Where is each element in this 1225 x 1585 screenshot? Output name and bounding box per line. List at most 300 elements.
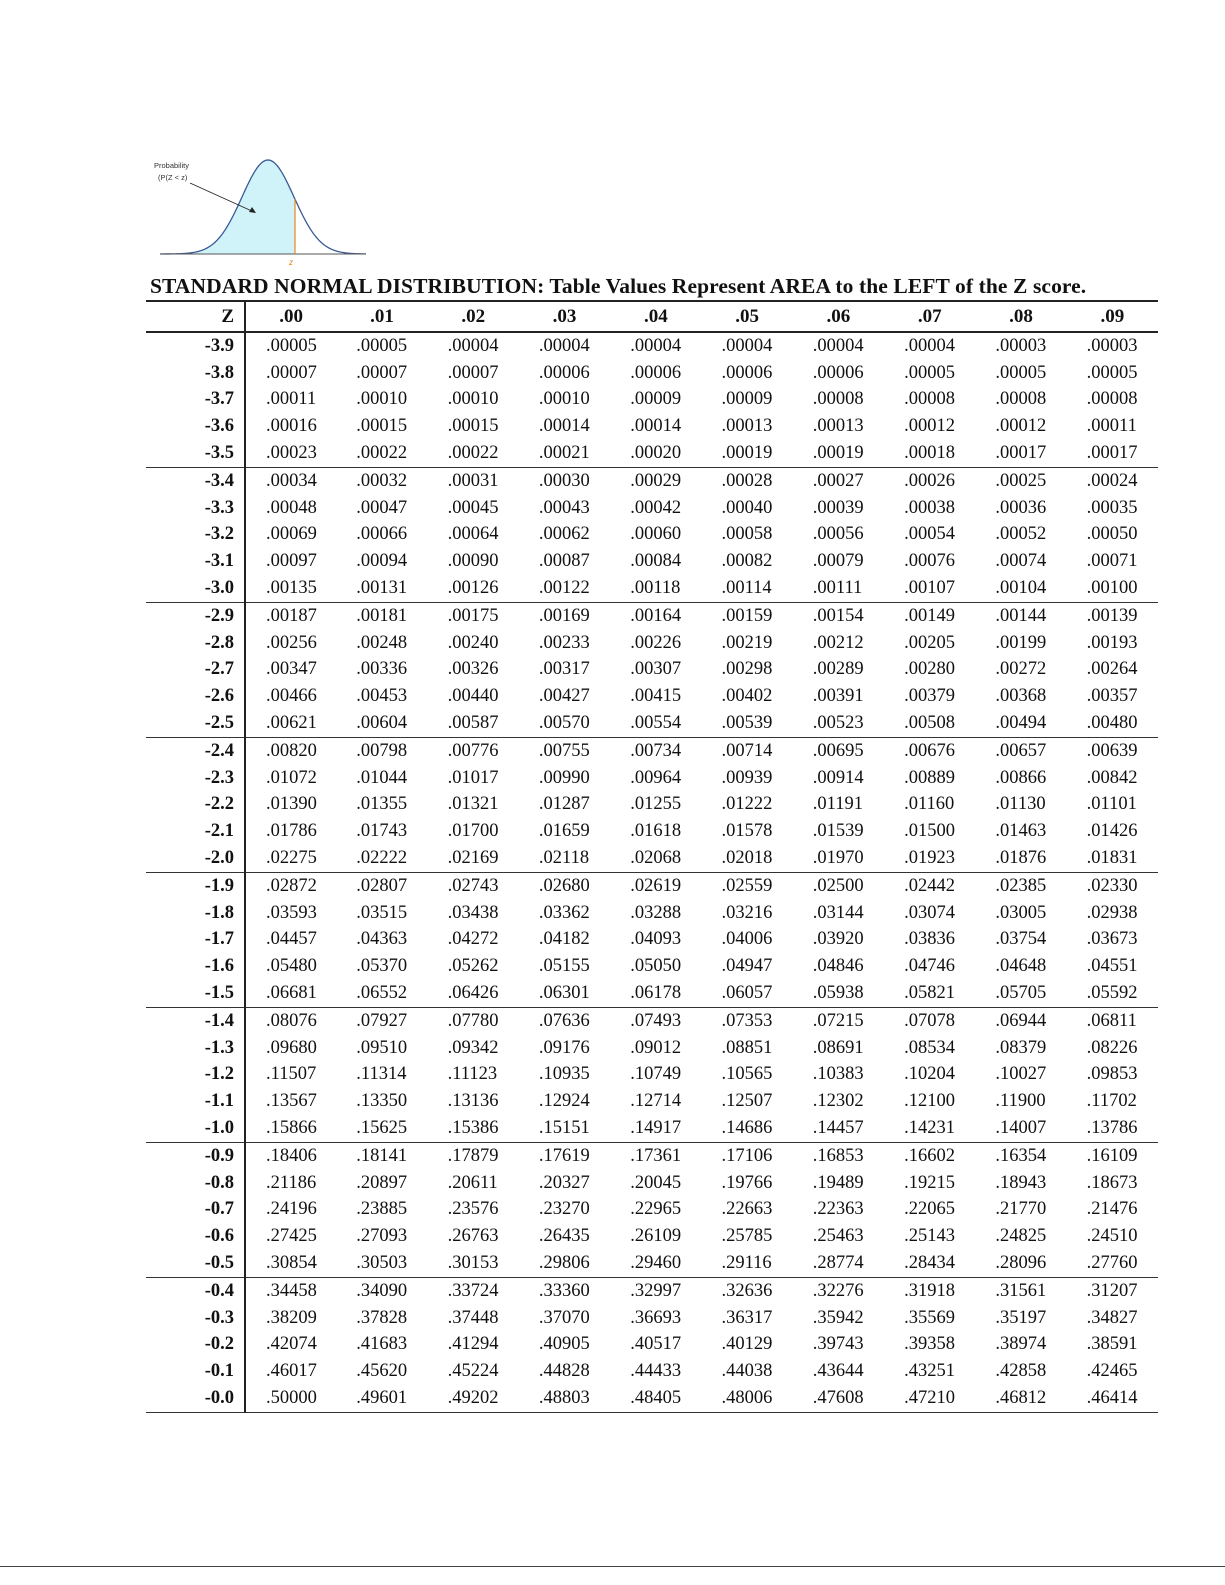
probability-cell: .30153 [428,1250,519,1277]
probability-cell: .00357 [1086,686,1138,707]
probability-cell: .00657 [995,740,1047,761]
probability-cell: .01426 [1086,821,1138,842]
probability-cell: .05938 [793,980,884,1007]
probability-cell: .41683 [356,1334,408,1355]
probability-cell: .00017 [1067,440,1158,467]
probability-cell: .02938 [1086,902,1138,923]
probability-cell: .01017 [447,767,499,788]
probability-cell: .00587 [428,710,519,737]
table-row [146,1385,1158,1412]
probability-cell: .00008 [904,389,955,410]
probability-cell: .04551 [1086,956,1138,977]
table-header-row [146,301,1158,332]
probability-cell: .00139 [1086,605,1138,626]
probability-cell: .03216 [721,902,773,923]
table-row [146,710,1158,737]
probability-cell: .01130 [995,794,1046,815]
probability-cell: .00008 [812,389,864,410]
probability-cell: .00676 [904,740,955,761]
probability-cell: .01463 [995,821,1047,842]
probability-cell: .00523 [793,710,884,737]
probability-cell: .24510 [1086,1226,1138,1247]
probability-cell: .00368 [995,686,1047,707]
probability-cell: .03288 [630,902,682,923]
z-value-cell: -0.1 [146,1358,245,1385]
probability-cell: .00570 [519,710,610,737]
probability-cell: .00011 [1086,416,1137,437]
probability-cell: .12302 [812,1091,864,1112]
probability-cell: .18141 [356,1145,408,1166]
probability-cell: .01287 [538,794,590,815]
probability-cell: .00379 [904,686,955,707]
probability-cell: .28096 [975,1250,1066,1277]
probability-cell: .28434 [884,1250,975,1277]
probability-cell: .00058 [721,524,773,545]
probability-cell: .14231 [884,1115,975,1142]
probability-cell: .00024 [1086,470,1138,491]
probability-cell: .00009 [630,389,682,410]
probability-cell: .00336 [356,659,408,680]
probability-cell: .02118 [519,845,610,872]
probability-cell: .49601 [336,1385,427,1412]
probability-cell: .39743 [812,1334,864,1355]
probability-cell: .02619 [630,875,682,896]
table-body [146,332,1158,1412]
probability-cell: .00006 [721,362,773,383]
probability-cell: .00032 [356,470,408,491]
z-value-cell: -1.4 [146,1007,245,1034]
probability-cell: .19766 [721,1172,773,1193]
probability-cell: .45620 [356,1361,408,1382]
probability-cell: .42858 [995,1361,1047,1382]
probability-cell: .44038 [721,1361,773,1382]
probability-cell: .00199 [995,632,1047,653]
probability-cell: .09853 [1086,1064,1138,1085]
probability-cell: .32276 [812,1280,864,1301]
probability-cell: .11900 [995,1091,1046,1112]
probability-cell: .00755 [538,740,590,761]
probability-cell: .00047 [356,497,408,518]
table-row [146,792,1158,819]
probability-cell: .00090 [447,551,499,572]
probability-cell: .23885 [356,1199,408,1220]
probability-cell: .01618 [630,821,682,842]
probability-cell: .00554 [610,710,701,737]
z-column-header: Z [146,301,245,332]
z-value-cell: -1.3 [146,1035,245,1062]
probability-cell: .17879 [447,1145,499,1166]
probability-cell: .24196 [266,1199,317,1220]
probability-cell: .18406 [266,1145,317,1166]
probability-cell: .43251 [904,1361,955,1382]
probability-cell: .13786 [1067,1115,1158,1142]
probability-cell: .42074 [266,1334,317,1355]
column-header: .08 [975,301,1066,332]
probability-cell: .00889 [904,767,955,788]
probability-cell: .00082 [721,551,773,572]
probability-cell: .02018 [701,845,792,872]
probability-cell: .00005 [1086,362,1138,383]
probability-cell: .37828 [356,1307,408,1328]
probability-cell: .00003 [1086,335,1138,356]
probability-cell: .00240 [447,632,499,653]
probability-cell: .00030 [538,470,590,491]
probability-cell: .25463 [812,1226,864,1247]
probability-cell: .22965 [630,1199,682,1220]
probability-cell: .00639 [1086,740,1138,761]
probability-cell: .08534 [904,1037,955,1058]
probability-cell: .28774 [793,1250,884,1277]
probability-cell: .00248 [356,632,408,653]
probability-cell: .00004 [904,335,955,356]
probability-cell: .05155 [538,956,590,977]
probability-cell: .00022 [336,440,427,467]
z-value-cell: -0.5 [146,1250,245,1277]
probability-cell: .16354 [995,1145,1047,1166]
probability-cell: .10383 [812,1064,864,1085]
table-row [146,1062,1158,1089]
probability-cell: .02385 [995,875,1047,896]
probability-cell: .21476 [1086,1199,1138,1220]
table-row [146,683,1158,710]
probability-cell: .00018 [884,440,975,467]
probability-cell: .08691 [812,1037,864,1058]
probability-cell: .00539 [701,710,792,737]
probability-cell: .04272 [447,929,499,950]
probability-cell: .00038 [904,497,955,518]
probability-cell: .00015 [447,416,499,437]
probability-cell: .02068 [610,845,701,872]
z-value-cell: -0.9 [146,1142,245,1169]
probability-cell: .00205 [904,632,955,653]
table-row [146,737,1158,764]
probability-cell: .01876 [975,845,1066,872]
probability-cell: .00008 [1086,389,1138,410]
probability-cell: .40517 [630,1334,682,1355]
probability-cell: .02807 [356,875,408,896]
probability-cell: .00017 [975,440,1066,467]
probability-cell: .00440 [447,686,499,707]
probability-cell: .14917 [610,1115,701,1142]
probability-cell: .00233 [538,632,590,653]
table-row [146,602,1158,629]
probability-cell: .48405 [610,1385,701,1412]
z-value-cell: -2.0 [146,845,245,872]
probability-cell: .23576 [447,1199,499,1220]
probability-cell: .03074 [904,902,955,923]
probability-cell: .19489 [812,1172,864,1193]
probability-cell: .00013 [721,416,773,437]
probability-cell: .05480 [266,956,317,977]
probability-cell: .06057 [701,980,792,1007]
probability-cell: .00050 [1086,524,1138,545]
probability-cell: .09012 [630,1037,682,1058]
table-row [146,1331,1158,1358]
probability-cell: .00466 [266,686,317,707]
probability-cell: .22363 [812,1199,864,1220]
probability-cell: .00104 [975,575,1066,602]
probability-cell: .27425 [266,1226,317,1247]
probability-cell: .02559 [721,875,773,896]
probability-cell: .06944 [995,1010,1047,1031]
probability-cell: .25785 [721,1226,773,1247]
table-row [146,495,1158,522]
probability-cell: .00069 [266,524,317,545]
z-value-cell: -1.2 [146,1062,245,1089]
probability-cell: .32997 [630,1280,682,1301]
probability-cell: .10749 [630,1064,682,1085]
probability-cell: .12714 [630,1091,682,1112]
probability-cell: .33360 [538,1280,590,1301]
probability-cell: .05592 [1067,980,1158,1007]
probability-cell: .11123 [447,1064,498,1085]
probability-cell: .15625 [336,1115,427,1142]
probability-cell: .04457 [266,929,317,950]
probability-cell: .00289 [812,659,864,680]
probability-cell: .00212 [812,632,864,653]
probability-cell: .01500 [904,821,955,842]
z-value-cell: -0.7 [146,1197,245,1224]
probability-cell: .00094 [356,551,408,572]
probability-cell: .36317 [721,1307,773,1328]
probability-cell: .00060 [630,524,682,545]
probability-cell: .42465 [1086,1361,1138,1382]
probability-cell: .12100 [904,1091,955,1112]
probability-cell: .02500 [812,875,864,896]
probability-cell: .35569 [904,1307,955,1328]
probability-cell: .00453 [356,686,408,707]
probability-cell: .00111 [793,575,884,602]
table-row [146,440,1158,467]
probability-cell: .13136 [447,1091,499,1112]
table-row [146,980,1158,1007]
probability-cell: .04363 [356,929,408,950]
probability-cell: .00008 [995,389,1047,410]
probability-cell: .00272 [995,659,1047,680]
probability-cell: .00508 [884,710,975,737]
probability-cell: .00256 [266,632,317,653]
probability-cell: .07927 [356,1010,408,1031]
z-score-table [146,300,1158,1413]
column-header: .01 [336,301,427,332]
table-row [146,1223,1158,1250]
probability-cell: .22065 [904,1199,955,1220]
probability-cell: .00181 [356,605,408,626]
probability-cell: .00005 [356,335,408,356]
probability-cell: .00005 [904,362,955,383]
probability-cell: .00029 [630,470,682,491]
probability-cell: .21186 [266,1172,317,1193]
probability-cell: .11314 [356,1064,407,1085]
z-value-cell: -1.0 [146,1115,245,1142]
probability-cell: .00079 [812,551,864,572]
probability-cell: .07353 [721,1010,773,1031]
probability-cell: .38591 [1086,1334,1138,1355]
probability-cell: .00084 [630,551,682,572]
table-row [146,1358,1158,1385]
probability-cell: .14457 [793,1115,884,1142]
probability-cell: .31918 [904,1280,955,1301]
probability-cell: .03438 [447,902,499,923]
column-header: .09 [1067,301,1158,332]
probability-cell: .01539 [812,821,864,842]
probability-cell: .00019 [793,440,884,467]
probability-cell: .00107 [884,575,975,602]
probability-cell: .03515 [356,902,408,923]
probability-cell: .00317 [538,659,590,680]
probability-cell: .00005 [266,335,317,356]
probability-cell: .01831 [1067,845,1158,872]
table-title: STANDARD NORMAL DISTRIBUTION: Table Values Represent AREA to the LEFT of the Z score. [150,274,1087,298]
probability-cell: .31207 [1086,1280,1138,1301]
z-value-cell: -3.2 [146,522,245,549]
probability-cell: .00011 [266,389,317,410]
probability-cell: .00164 [630,605,682,626]
probability-cell: .03754 [995,929,1047,950]
probability-cell: .06301 [519,980,610,1007]
z-value-cell: -1.9 [146,872,245,899]
probability-cell: .00010 [447,389,499,410]
probability-cell: .00045 [447,497,499,518]
probability-cell: .03005 [995,902,1047,923]
column-header: .05 [701,301,792,332]
probability-cell: .43644 [812,1361,864,1382]
probability-cell: .40905 [538,1334,590,1355]
table-row [146,360,1158,387]
probability-cell: .44828 [538,1361,590,1382]
probability-cell: .47210 [884,1385,975,1412]
table-row [146,953,1158,980]
probability-cell: .04093 [630,929,682,950]
probability-cell: .00264 [1086,659,1138,680]
probability-cell: .30854 [245,1250,336,1277]
table-row [146,872,1158,899]
probability-cell: .18673 [1086,1172,1138,1193]
z-value-cell: -1.8 [146,900,245,927]
probability-cell: .00027 [812,470,864,491]
probability-cell: .05370 [356,956,408,977]
probability-cell: .17106 [721,1145,773,1166]
probability-cell: .00009 [721,389,773,410]
probability-cell: .15151 [519,1115,610,1142]
probability-cell: .00298 [721,659,773,680]
probability-cell: .00012 [995,416,1047,437]
probability-cell: .00005 [995,362,1047,383]
probability-cell: .34090 [356,1280,408,1301]
probability-cell: .00007 [447,362,499,383]
probability-cell: .00097 [266,551,317,572]
probability-cell: .08851 [721,1037,773,1058]
probability-cell: .09342 [447,1037,499,1058]
probability-cell: .34827 [1086,1307,1138,1328]
probability-cell: .27760 [1067,1250,1158,1277]
probability-cell: .09680 [266,1037,317,1058]
probability-cell: .46017 [266,1361,317,1382]
probability-cell: .00010 [356,389,408,410]
table-row [146,1142,1158,1169]
probability-cell: .07636 [538,1010,590,1031]
probability-cell: .15866 [245,1115,336,1142]
probability-cell: .01191 [812,794,863,815]
probability-cell: .18943 [995,1172,1047,1193]
table-row [146,1277,1158,1304]
z-value-cell: -2.5 [146,710,245,737]
probability-cell: .00714 [721,740,773,761]
probability-cell: .01072 [266,767,317,788]
probability-cell: .00074 [995,551,1047,572]
table-row [146,332,1158,360]
table-row [146,845,1158,872]
probability-cell: .17619 [538,1145,590,1166]
probability-cell: .00064 [447,524,499,545]
probability-cell: .41294 [447,1334,499,1355]
probability-cell: .00036 [995,497,1047,518]
probability-cell: .02275 [245,845,336,872]
z-value-cell: -2.1 [146,818,245,845]
table-row [146,548,1158,575]
probability-cell: .46414 [1067,1385,1158,1412]
probability-cell: .00122 [519,575,610,602]
probability-cell: .11702 [1086,1091,1137,1112]
probability-cell: .49202 [428,1385,519,1412]
probability-cell: .05705 [975,980,1066,1007]
column-header: .06 [793,301,884,332]
column-header: .02 [428,301,519,332]
probability-cell: .26435 [538,1226,590,1247]
probability-cell: .00144 [995,605,1047,626]
probability-cell: .38209 [266,1307,317,1328]
probability-cell: .00866 [995,767,1047,788]
probability-cell: .23270 [538,1199,590,1220]
probability-cell: .07215 [812,1010,864,1031]
probability-cell: .02442 [904,875,955,896]
probability-cell: .00347 [266,659,317,680]
z-value-cell: -3.5 [146,440,245,467]
probability-cell: .01355 [356,794,408,815]
probability-cell: .25143 [904,1226,955,1247]
probability-cell: .00035 [1086,497,1138,518]
probability-cell: .00004 [538,335,590,356]
probability-cell: .00118 [610,575,701,602]
probability-cell: .00131 [336,575,427,602]
normal-curve-svg [150,152,372,270]
probability-cell: .32636 [721,1280,773,1301]
probability-cell: .00087 [538,551,590,572]
probability-cell: .03593 [266,902,317,923]
probability-cell: .00076 [904,551,955,572]
z-value-cell: -1.7 [146,927,245,954]
table-row [146,1007,1158,1034]
probability-cell: .00022 [428,440,519,467]
table-row [146,522,1158,549]
z-value-cell: -3.3 [146,495,245,522]
probability-cell: .00187 [266,605,317,626]
probability-cell: .01321 [447,794,499,815]
probability-cell: .07780 [447,1010,499,1031]
probability-cell: .00820 [266,740,317,761]
probability-cell: .00126 [428,575,519,602]
table-row [146,1035,1158,1062]
table-row [146,900,1158,927]
probability-cell: .48006 [701,1385,792,1412]
probability-cell: .00026 [904,470,955,491]
probability-cell: .39358 [904,1334,955,1355]
probability-cell: .01044 [356,767,408,788]
probability-cell: .01255 [630,794,682,815]
probability-cell: .00307 [630,659,682,680]
column-header: .03 [519,301,610,332]
z-value-cell: -0.2 [146,1331,245,1358]
